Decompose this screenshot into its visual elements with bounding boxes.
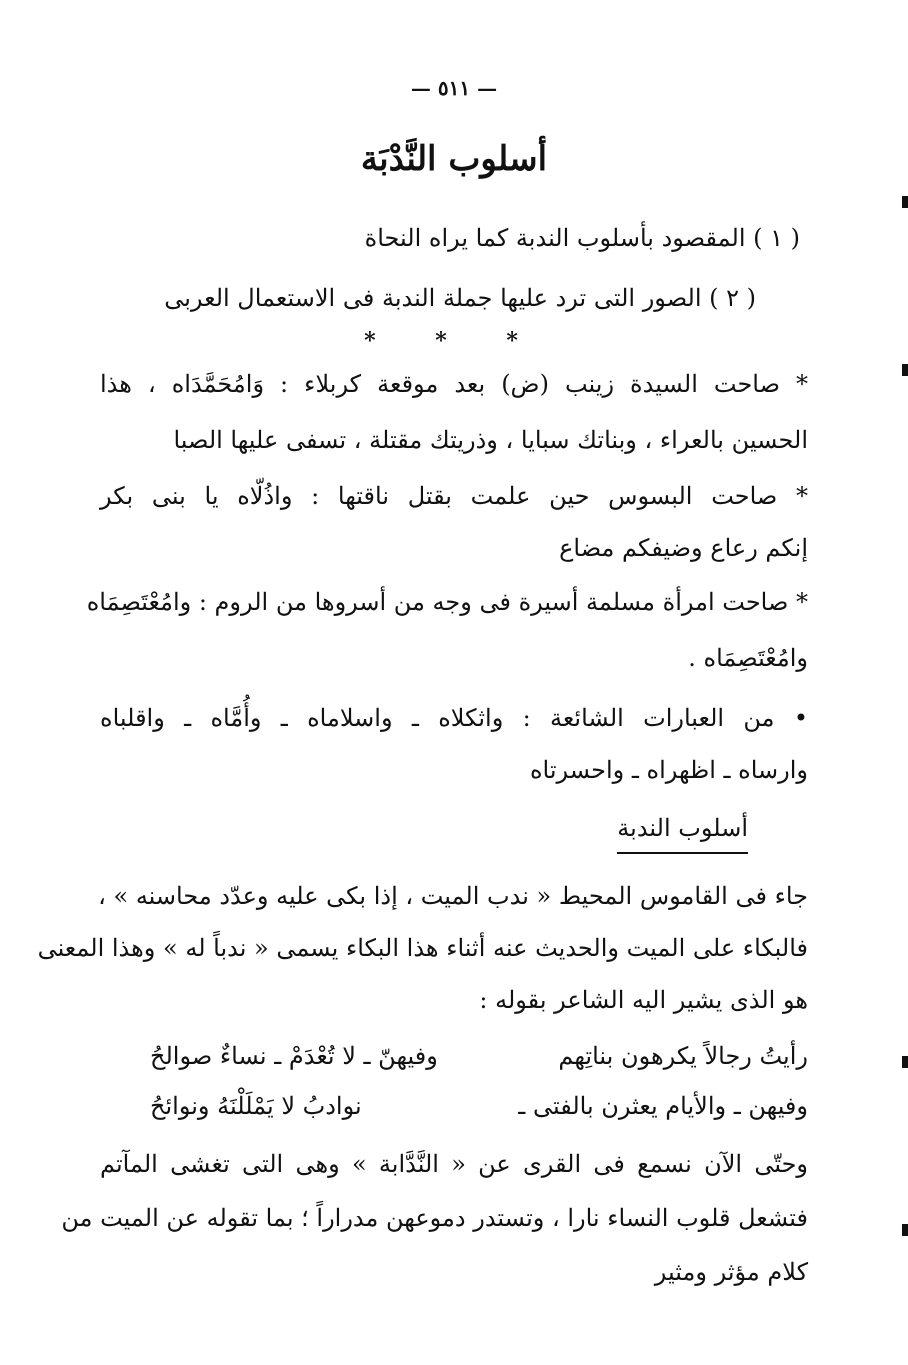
page-title: أسلوب النَّدْبَة [360,139,548,179]
example-line: * صاحت امرأة مسلمة أسيرة فى وجه من أسروها من الروم : وامُعْتَصِمَاه [86,588,808,616]
section-subheading: أسلوب الندبة [617,808,748,854]
scan-edge-mark [902,196,908,208]
body-line: جاء فى القاموس المحيط « ندب الميت ، إذا بكى عليه وعدّد محاسنه » ، [98,882,808,910]
poem-verse [150,1036,808,1076]
verse-first-hemistich: وفيهن ـ والأيام يعثرن بالفتى ـ [518,1092,808,1120]
body-line: فالبكاء على الميت والحديث عنه أثناء هذا البكاء يسمى « ندباً له » وهذا المعنى [37,934,808,962]
example-line: وامُعْتَصِمَاه . [688,644,808,672]
toc-item-2: ( ٢ ) الصور التى ترد عليها جملة الندبة فى الاستعمال العربى [164,284,756,312]
verse-first-hemistich: رأيتُ رجالاً يكرهون بناتِهم [558,1042,808,1070]
example-line: وارساه ـ اظهراه ـ واحسرتاه [529,756,808,784]
scan-edge-mark [902,1224,908,1236]
section-separator: * * * [364,328,544,354]
body-line: فتشعل قلوب النساء نارا ، وتستدر دموعهن مدراراً ؛ بما تقوله عن الميت من [61,1204,808,1232]
example-line: إنكم رعاع وضيفكم مضاع [559,534,808,562]
example-line: * صاحت البسوس حين علمت بقتل ناقتها : واذُلّاه يا بنى بكر [100,482,808,510]
page-number: — ٥١١ — [410,76,498,100]
toc-item-1: ( ١ ) المقصود بأسلوب الندبة كما يراه النحاة [364,224,800,252]
example-line: الحسين بالعراء ، وبناتك سبايا ، وذريتك مقتلة ، تسفى عليها الصبا [173,426,808,454]
body-line: هو الذى يشير اليه الشاعر بقوله : [479,986,808,1014]
verse-second-hemistich: نوادبُ لا يَمْلَلْنَهُ ونوائحُ [150,1092,362,1120]
scan-edge-mark [902,1056,908,1068]
body-line: كلام مؤثر ومثير [654,1258,808,1286]
poem-verse [150,1086,808,1126]
example-line: * صاحت السيدة زينب (ض) بعد موقعة كربلاء : وَامُحَمَّدَاه ، هذا [100,370,808,398]
body-line: وحتّى الآن نسمع فى القرى عن « النَّدَّابة » وهى التى تغشى المآتم [100,1150,808,1178]
verse-second-hemistich: وفيهنّ ـ لا تُعْدَمْ ـ نساءٌ صوالحُ [150,1042,438,1070]
scan-edge-mark [902,364,908,376]
example-line: • من العبارات الشائعة : واثكلاه ـ واسلاماه ـ وأُمَّاه ـ واقلباه [100,704,808,732]
